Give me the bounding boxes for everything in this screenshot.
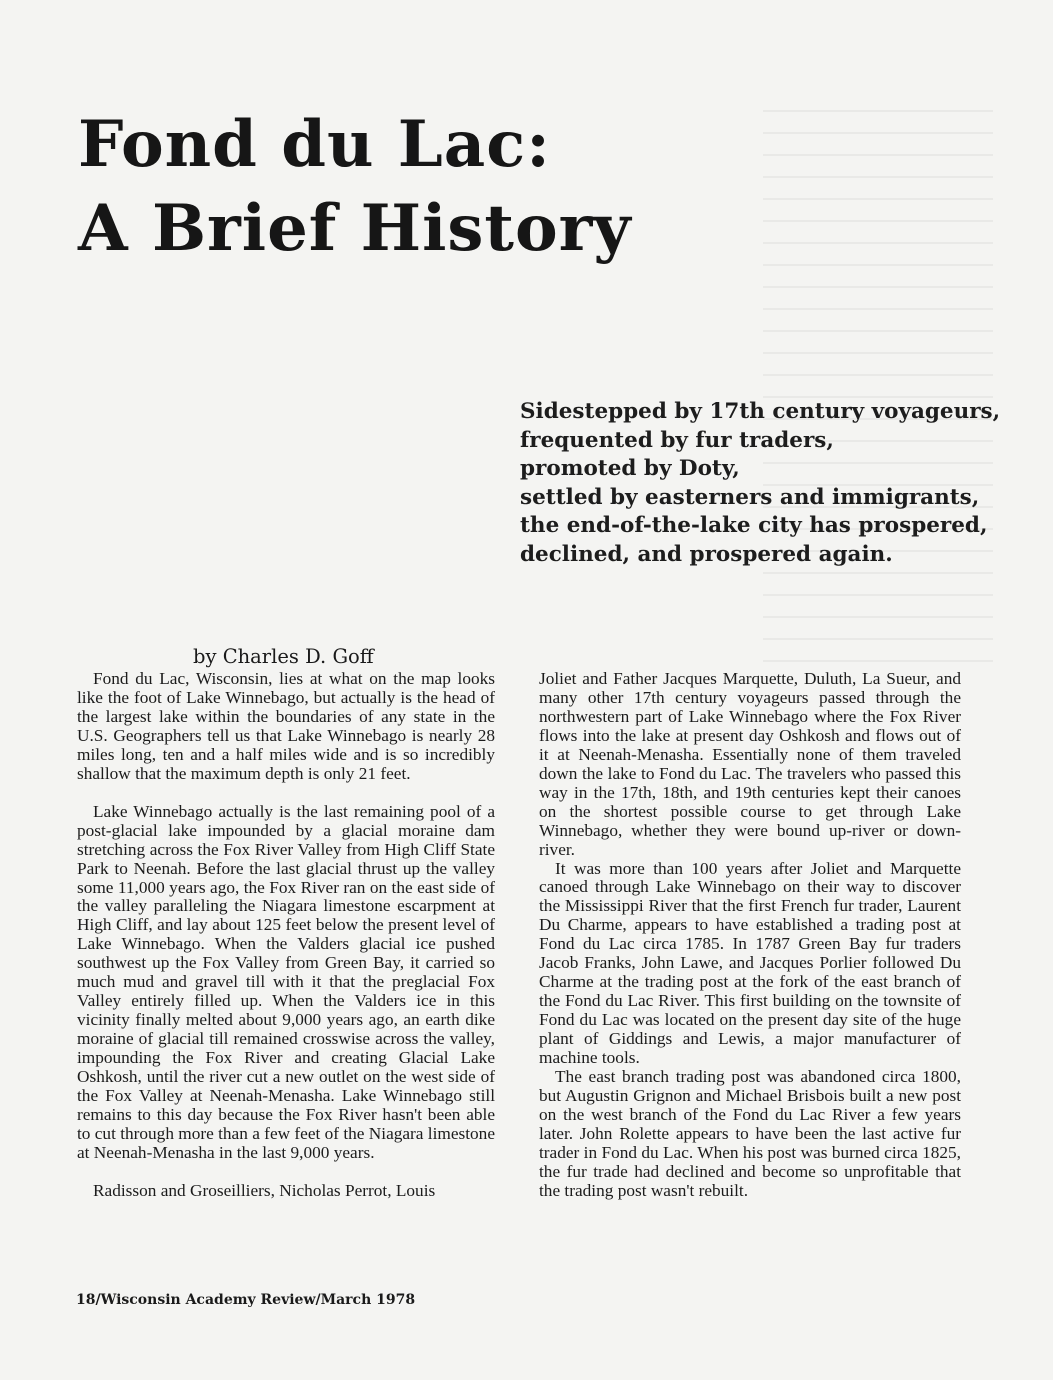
body-paragraph: Radisson and Groseilliers, Nicholas Perrot, Louis <box>93 1180 436 1200</box>
show-through-texture <box>763 110 993 670</box>
body-paragraph: Fond du Lac, Wisconsin, lies at what on the map looks like the foot of Lake Winnebago, but actually is the head of the largest lake within the boundaries of any state in the U.S. Geographers tell us that Lake Winnebago is nearly 28 miles long, ten and a half miles wide and is so incredibly shallow that the maximum depth is only 21 feet. <box>77 669 495 783</box>
author-byline: by Charles D. Goff <box>193 645 374 668</box>
body-paragraph: The east branch trading post was abandoned circa 1800, but Augustin Grignon and Michael Brisbois built a new post on the west branch of the Fond du Lac River a few years later. John Rolette appears to have been the last active fur trader in Fond du Lac. When his post was burned circa 1825, the fur trade had declined and become so unprofitable that the trading post wasn't rebuilt. <box>539 1067 961 1200</box>
deck-line: frequented by fur traders, <box>520 427 834 453</box>
deck-line: declined, and prospered again. <box>520 541 893 567</box>
deck-line: settled by easterners and immigrants, <box>520 484 980 510</box>
page-footer: 18/Wisconsin Academy Review/March 1978 <box>76 1292 416 1308</box>
body-paragraph: Joliet and Father Jacques Marquette, Duluth, La Sueur, and many other 17th century voyageurs passed through the northwestern part of Lake Winnebago where the Fox River flows into the lake at present day Oshkosh and flows out of it at Neenah-Menasha. Essentially none of them traveled down the lake to Fond du Lac. The travelers who passed this way in the 17th, 18th, and 19th centuries kept their canoes on the shortest possible course to get through Lake Winnebago, whether they were bound up-river or down-river. <box>539 669 961 859</box>
body-paragraph: Lake Winnebago actually is the last remaining pool of a post-glacial lake impounded by a glacial moraine dam stretching across the Fox River Valley from High Cliff State Park to Neenah. Before the last glacial thrust up the valley some 11,000 years ago, the Fox River ran on the east side of the valley paralleling the Niagara limestone escarpment at High Cliff, and lay about 125 feet below the present level of Lake Winnebago. When the Valders glacial ice pushed southwest up the Fox Valley from Green Bay, it carried so much mud and gravel till with it that the preglacial Fox Valley entirely filled up. When the Valders ice in this vicinity finally melted about 9,000 years ago, an earth dike moraine of glacial till remained crosswise across the valley, impounding the Fox River and creating Glacial Lake Oshkosh, until the river cut a new outlet on the west side of the Fox Valley at Neenah-Menasha. Lake Winnebago still remains to this day because the Fox River hasn't been able to cut through more than a few feet of the Niagara limestone at Neenah-Menasha in the last 9,000 years. <box>77 801 495 1162</box>
article-deck <box>520 398 1001 569</box>
article-title-line-2: A Brief History <box>78 191 632 266</box>
deck-line: promoted by Doty, <box>520 456 740 481</box>
body-column-left <box>77 670 495 1201</box>
deck-line: the end-of-the-lake city has prospered, <box>520 513 988 538</box>
article-title-line-1: Fond du Lac: <box>78 107 551 182</box>
deck-line: Sidestepped by 17th century voyageurs, <box>520 399 1001 424</box>
body-paragraph: It was more than 100 years after Joliet and Marquette canoed through Lake Winnebago on their way to discover the Mississippi River that the first French fur trader, Laurent Du Charme, appears to have established a trading post at Fond du Lac circa 1785. In 1787 Green Bay fur traders Jacob Franks, John Lawe, and Jacques Porlier followed Du Charme at the trading post at the fork of the east branch of the Fond du Lac River. This first building on the townsite of Fond du Lac was located on the present day site of the huge plant of Giddings and Lewis, a major manufacturer of machine tools. <box>539 858 961 1068</box>
body-column-right <box>539 670 961 1201</box>
